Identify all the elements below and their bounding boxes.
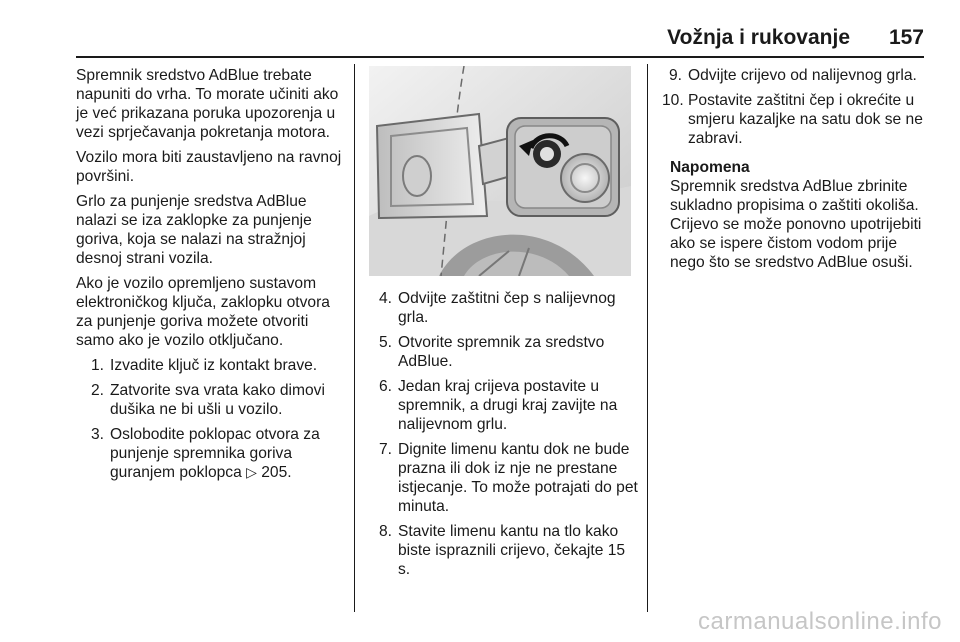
step-text: Postavite zaštitni čep i okrećite u smjeru kazaljke na satu dok se ne zabravi.: [688, 92, 923, 147]
step-number: 10.: [662, 92, 684, 109]
step-text: Oslobodite poklopac otvora za punjenje spremnika goriva guranjem poklopca: [110, 426, 320, 481]
column-divider-right: [647, 64, 648, 612]
step-number: 8.: [378, 523, 392, 540]
page-header: [0, 26, 960, 56]
steps-list: [84, 356, 348, 483]
step-number: 4.: [378, 290, 392, 307]
page-number: 157: [888, 26, 924, 49]
column-divider-left: [354, 64, 355, 612]
list-item: [662, 66, 930, 85]
list-item: [372, 333, 638, 371]
step-text: Dignite limenu kantu dok ne bude prazna ili dok iz nje ne prestane istjecanje. To može potrajati do pet minuta.: [398, 441, 638, 515]
list-item: [84, 425, 348, 483]
step-number: 1.: [90, 357, 104, 374]
note-heading: Napomena: [670, 159, 750, 176]
step-text: Jedan kraj crijeva postavite u spremnik, a drugi kraj zavijte na nalijevnom grlu.: [398, 378, 618, 433]
page-reference-arrow-icon: ▷: [246, 465, 257, 481]
step-number: 2.: [90, 382, 104, 399]
list-item: [84, 381, 348, 419]
paragraph: Spremnik sredstvo AdBlue trebate napuniti do vrha. To morate učiniti ako je već prikazana poruka upozorenja u vezi sprječavanja pokretanja motora.: [76, 67, 339, 141]
paragraph: Ako je vozilo opremljeno sustavom elektroničkog ključa, zaklopku otvora za punjenje goriva možete otvoriti samo ako je vozilo otključano.: [76, 275, 330, 349]
step-number: 3.: [90, 426, 104, 443]
step-text: Odvijte crijevo od nalijevnog grla.: [688, 67, 917, 84]
list-item: [372, 440, 638, 516]
list-item: [372, 289, 638, 327]
watermark: carmanualsonline.info: [698, 608, 942, 635]
middle-column: [372, 289, 638, 585]
step-number: 9.: [668, 67, 682, 84]
step-text: Izvadite ključ iz kontakt brave.: [110, 357, 318, 374]
chapter-title: Vožnja i rukovanje: [667, 26, 850, 49]
illustration-svg: [369, 66, 631, 276]
list-item: [372, 522, 638, 579]
page-reference[interactable]: 205.: [261, 464, 292, 481]
step-number: 6.: [378, 378, 392, 395]
step-number: 5.: [378, 334, 392, 351]
step-text: Zatvorite sva vrata kako dimovi dušika ne bi ušli u vozilo.: [110, 382, 325, 418]
steps-list: [372, 289, 638, 579]
step-text: Otvorite spremnik za sredstvo AdBlue.: [398, 334, 605, 370]
paragraph: Grlo za punjenje sredstva AdBlue nalazi se iza zaklopke za punjenje goriva, koja se nalazi na stražnjoj desnoj strani vozila.: [76, 193, 312, 267]
step-text: Stavite limenu kantu na tlo kako biste ispraznili crijevo, čekajte 15 s.: [398, 523, 626, 578]
right-column: [662, 66, 930, 278]
list-item: [662, 91, 930, 148]
note-body: Spremnik sredstva AdBlue zbrinite sukladno propisima o zaštiti okoliša. Crijevo se može ponovno upotrijebiti ako se ispere čistom vodom prije nego što se sredstvo AdBlue osuši.: [670, 178, 922, 271]
header-rule: [76, 56, 924, 58]
steps-list: [662, 66, 930, 148]
list-item: [84, 356, 348, 375]
fuel-filler-adblue-cap-illustration: [369, 66, 631, 276]
paragraph: Vozilo mora biti zaustavljeno na ravnoj površini.: [76, 149, 342, 185]
step-text: Odvijte zaštitni čep s nalijevnog grla.: [398, 290, 616, 326]
left-column: [76, 66, 348, 489]
step-number: 7.: [378, 441, 392, 458]
list-item: [372, 377, 638, 434]
